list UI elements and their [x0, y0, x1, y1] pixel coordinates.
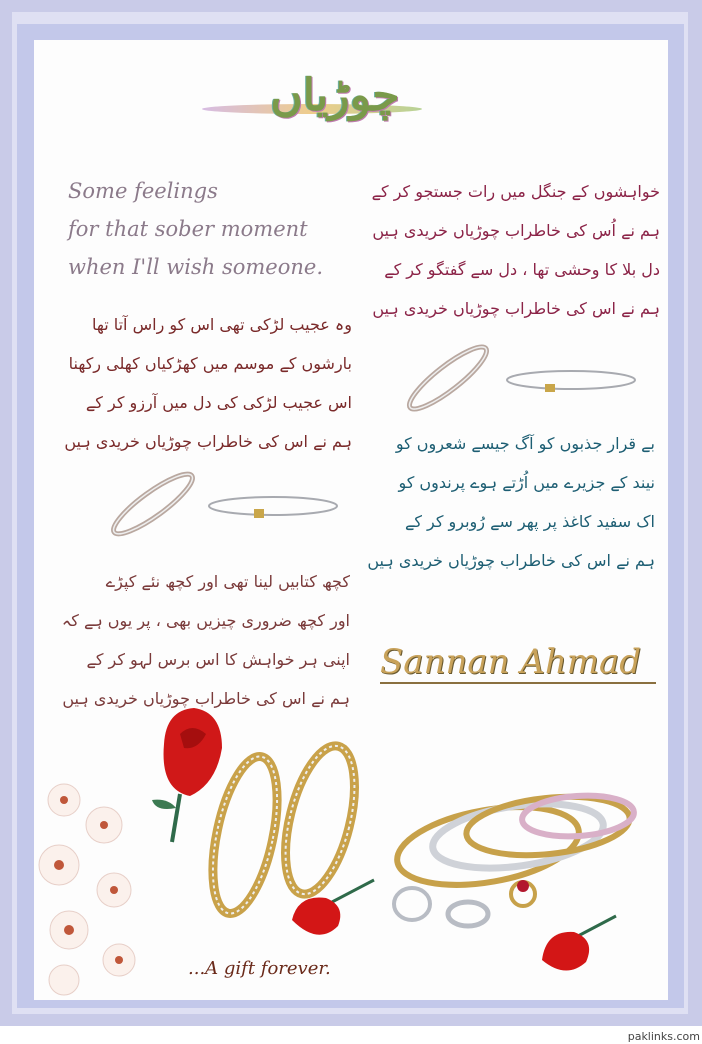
wire-bracelet-image	[206, 492, 340, 522]
poem-line: ہم نے اس کی خاطراب چوڑیاں خریدی ہیں	[367, 551, 655, 570]
poem-line: اور کچھ ضروری چیزیں بھی ، پر یوں ہے کہ	[61, 611, 350, 630]
poem-line: ہم نے اُس کی خاطراب چوڑیاں خریدی ہیں	[372, 221, 660, 240]
poem-line: دل بلا کا وحشی تھا ، دل سے گفتگو کر کے	[384, 260, 660, 279]
poem-stanza-4	[61, 562, 350, 718]
poem-line: بے قرار جذبوں کو آگ جیسے شعروں کو	[395, 434, 655, 453]
poem-line: کچھ کتابیں لینا تھی اور کچھ نئے کپڑے	[105, 572, 350, 591]
poem-line: ہم نے اس کی خاطراب چوڑیاں خریدی ہیں	[62, 689, 350, 708]
poem-line: خواہشوں کے جنگل میں رات جستجو کر کے	[371, 182, 660, 201]
english-line: for that sober moment	[68, 217, 308, 241]
poem-line: اک سفید کاغذ پر پھر سے رُوبرو کر کے	[404, 512, 655, 531]
poem-line: اپنی ہر خواہش کا اس برس لہو کر کے	[86, 650, 350, 669]
page-title: چوڑیاں	[270, 70, 400, 121]
poem-line: ہم نے اس کی خاطراب چوڑیاں خریدی ہیں	[64, 432, 352, 451]
red-rose-bud-image	[538, 910, 620, 980]
poem-stanza-1	[371, 172, 660, 328]
white-flowers-image	[34, 770, 154, 1000]
poem-line: ہم نے اس کی خاطراب چوڑیاں خریدی ہیں	[372, 299, 660, 318]
poem-line: وہ عجیب لڑکی تھی اس کو راس آتا تھا	[91, 315, 352, 334]
bangle-bracelet-image	[103, 464, 203, 544]
english-line: Some feelings	[68, 179, 218, 203]
poem-line: بارشوں کے موسم میں کھڑکیاں کھلی رکھنا	[68, 354, 352, 373]
signature: Sannan Ahmad	[380, 642, 642, 682]
poem-stanza-3	[367, 424, 655, 580]
signature-underline	[380, 682, 656, 684]
poem-line: اس عجیب لڑکی کی دل میں آرزو کر کے	[85, 393, 352, 412]
red-rose-bud-image	[288, 876, 378, 946]
poem-stanza-2	[64, 305, 352, 461]
footer-credit: paklinks.com	[627, 1030, 700, 1043]
english-line: when I'll wish someone.	[68, 255, 324, 279]
poem-line: نیند کے جزیرے میں اُڑتے ہوے پرندوں کو	[398, 473, 655, 492]
bangle-bracelet-image	[398, 338, 498, 418]
tagline: ...A gift forever.	[188, 958, 331, 979]
wire-bracelet-image	[505, 366, 637, 396]
english-verse	[68, 172, 388, 286]
